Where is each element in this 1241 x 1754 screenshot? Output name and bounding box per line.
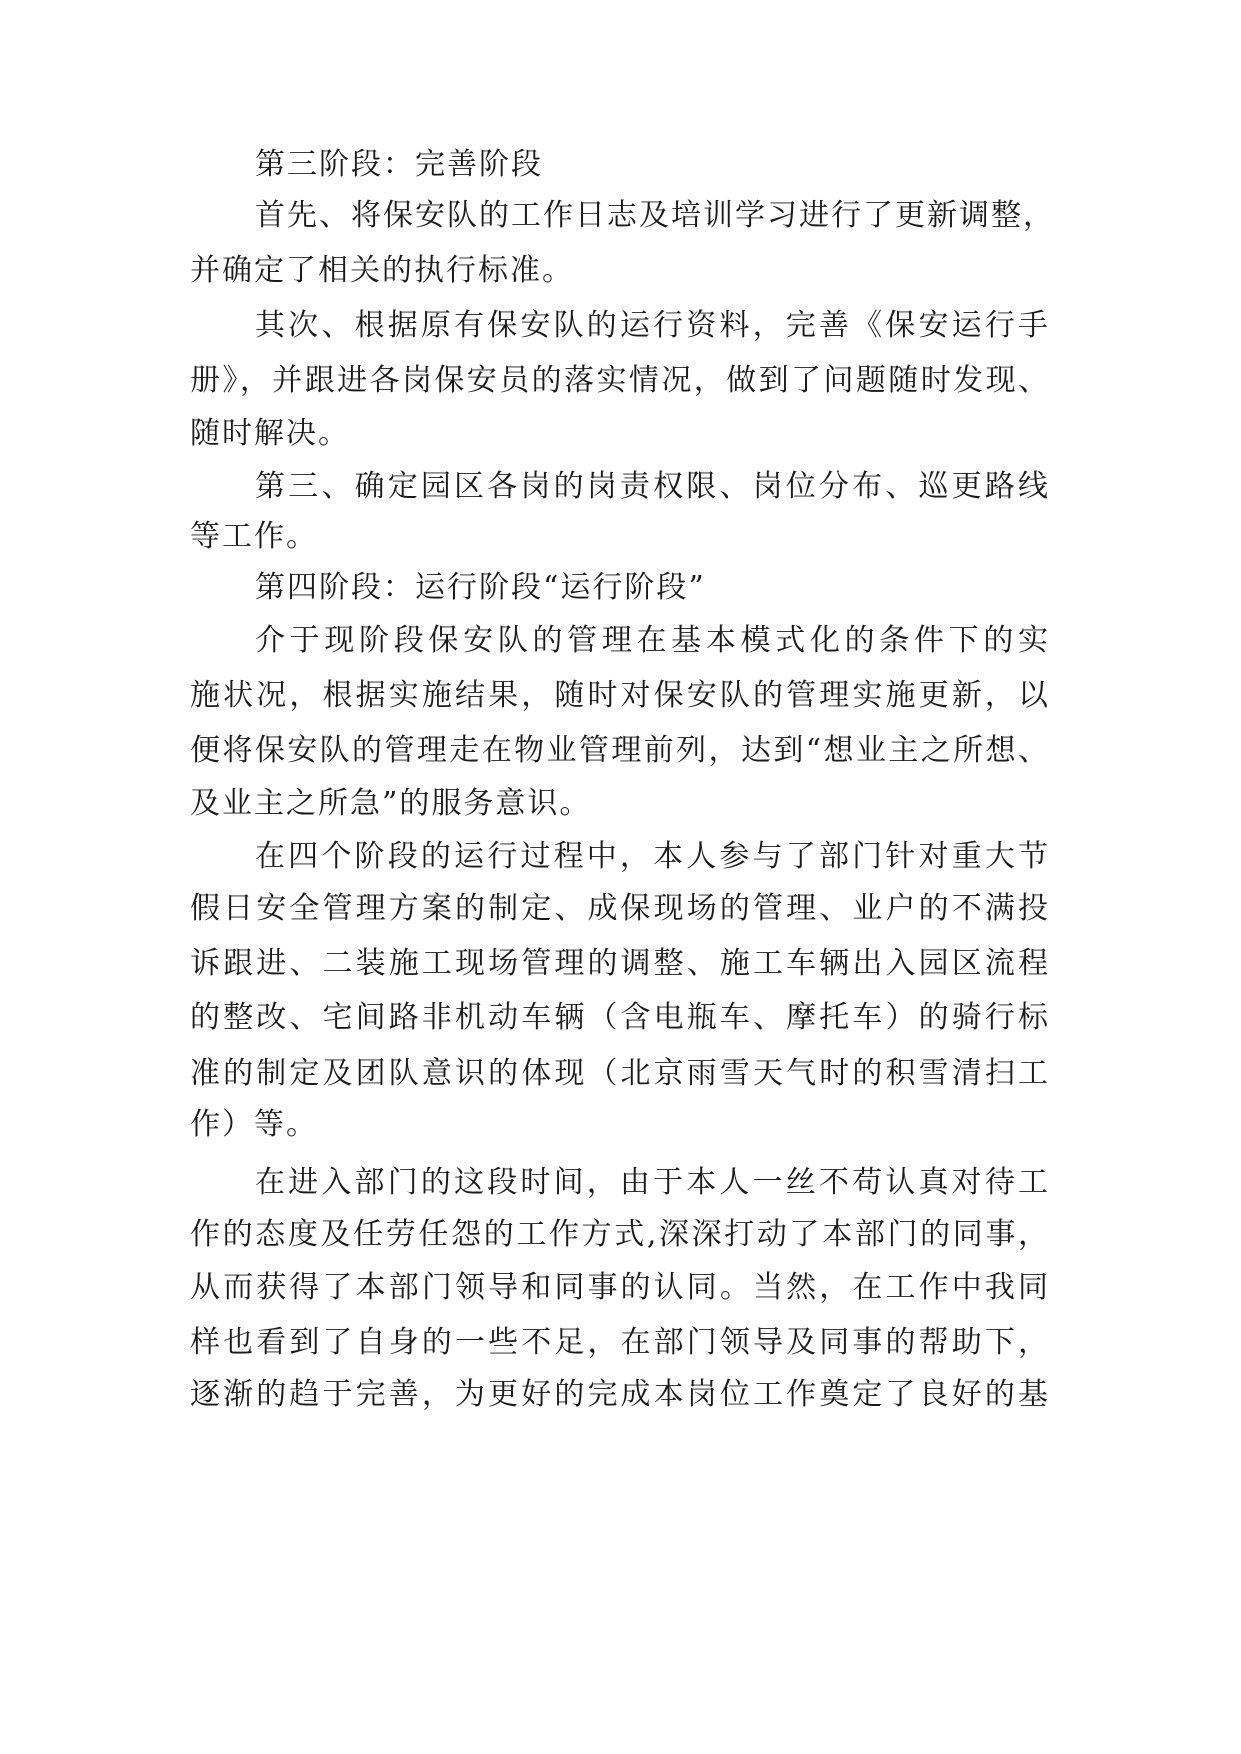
paragraph-line: 随时解决。 (190, 416, 350, 451)
paragraph-line: 在四个阶段的运行过程中，本人参与了部门针对重大节 (255, 839, 1050, 874)
section-heading-stage-three: 第三阶段：完善阶段 (255, 147, 543, 182)
paragraph-line: 册》，并跟进各岗保安员的落实情况，做到了问题随时发现、 (190, 363, 1050, 398)
paragraph-line: 逐渐的趋于完善，为更好的完成本岗位工作奠定了良好的基 (190, 1377, 1050, 1412)
paragraph-line: 介于现阶段保安队的管理在基本模式化的条件下的实 (255, 623, 1050, 658)
paragraph-line: 从而获得了本部门领导和同事的认同。当然，在工作中我同 (190, 1270, 1050, 1305)
paragraph-line: 施状况，根据实施结果，随时对保安队的管理实施更新，以 (190, 678, 1050, 713)
paragraph-line: 第三、确定园区各岗的岗责权限、岗位分布、巡更路线 (255, 469, 1050, 504)
paragraph-line: 假日安全管理方案的制定、成保现场的管理、业户的不满投 (190, 891, 1050, 926)
paragraph-line: 准的制定及团队意识的体现（北京雨雪天气时的积雪清扫工 (190, 1056, 1050, 1091)
paragraph-line: 其次、根据原有保安队的运行资料，完善《保安运行手 (255, 308, 1050, 343)
paragraph-line: 作的态度及任劳任怨的工作方式,深深打动了本部门的同事， (190, 1217, 1050, 1252)
section-heading-stage-four: 第四阶段：运行阶段“运行阶段” (255, 570, 706, 605)
paragraph-line: 作）等。 (190, 1107, 318, 1142)
paragraph-line: 等工作。 (190, 519, 318, 554)
paragraph-line: 首先、将保安队的工作日志及培训学习进行了更新调整， (255, 198, 1055, 233)
paragraph-line: 样也看到了自身的一些不足，在部门领导及同事的帮助下， (190, 1325, 1050, 1360)
paragraph-line: 并确定了相关的执行标准。 (190, 253, 574, 288)
paragraph-line: 的整改、宅间路非机动车辆（含电瓶车、摩托车）的骑行标 (190, 1000, 1050, 1035)
paragraph-line: 诉跟进、二装施工现场管理的调整、施工车辆出入园区流程 (190, 946, 1050, 981)
paragraph-line: 及业主之所急”的服务意识。 (190, 786, 592, 821)
paragraph-line: 便将保安队的管理走在物业管理前列，达到“想业主之所想、 (190, 733, 1050, 768)
paragraph-line: 在进入部门的这段时间，由于本人一丝不苟认真对待工 (255, 1165, 1050, 1200)
